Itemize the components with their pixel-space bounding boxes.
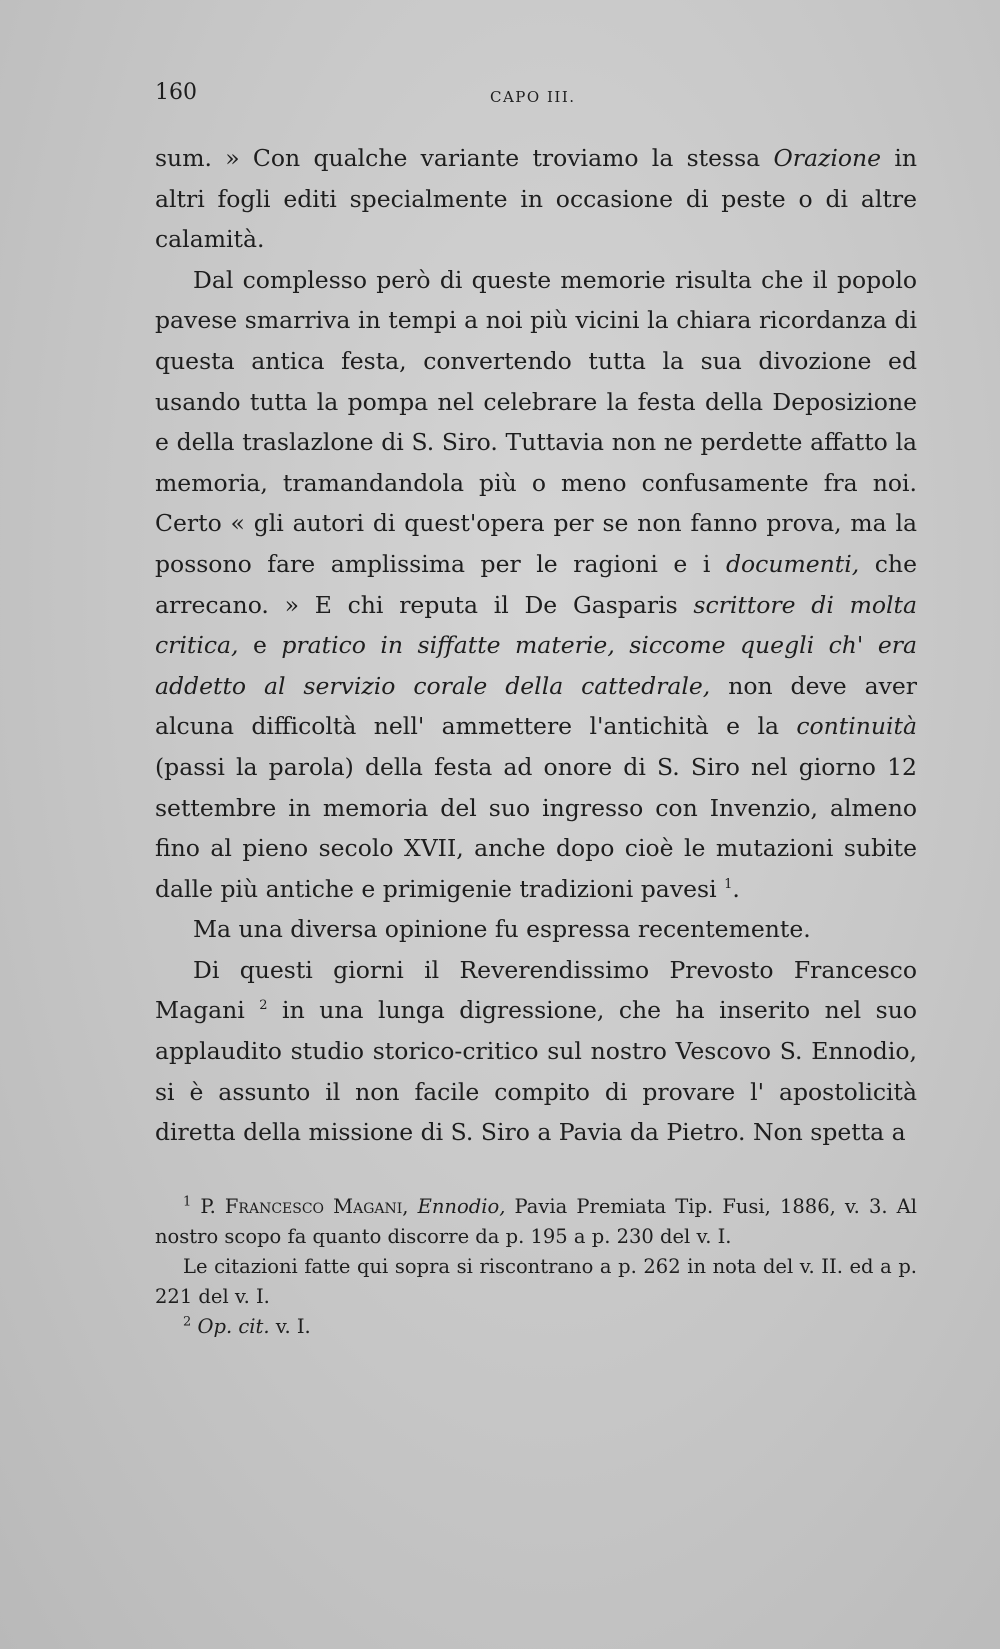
paragraph-3: Ma una diversa opinione fu espressa recentemente.	[193, 915, 811, 944]
footnote-2: $^2$ Op. cit. v. I.	[183, 1314, 311, 1338]
running-head: CAPO III.	[490, 88, 576, 106]
footnote-ref-2: 2	[259, 998, 268, 1014]
footnote-1-continued: Le citazioni fatte qui sopra si riscontrano a p. 262 in nota del v. II. ed a p. 221 del v. I.	[155, 1255, 917, 1308]
footnote-ref-1: 1	[724, 876, 733, 892]
paragraph-1: sum. » Con qualche variante troviamo la stessa Orazione in altri fogli editi specialmente in occasione di peste o di altre calamità.	[155, 144, 917, 254]
page-header	[155, 80, 915, 116]
page-number: 160	[155, 80, 197, 105]
paragraph-4: Di questi giorni il Reverendissimo Prevosto Francesco Magani $^2$ in una lunga digressione, che ha inserito nel suo applaudito studio storico-critico sul nostro Vescovo S. Ennodio, si è assunto il non facile compito di provare l' apostolicità diretta della missione di S. Siro a Pavia da Pietro. Non spetta a	[155, 955, 918, 1147]
footnotes	[155, 1192, 917, 1342]
body-text	[155, 138, 917, 1153]
footnote-1: $^1$ P. Francesco Magani, Ennodio, Pavia Premiata Tip. Fusi, 1886, v. 3. Al nostro scopo fa quanto discorre da p. 195 a p. 230 del v. I.	[155, 1194, 917, 1248]
paragraph-2: Dal complesso però di queste memorie risulta che il popolo pavese smarriva in tempi a noi più vicini la chiara ricordanza di questa antica festa, convertendo tutta la sua divozione ed usando tutta la pompa nel celebrare la festa della Deposizione e della traslazlone di S. Siro. Tuttavia non ne perdette affatto la memoria, tramandandola più o meno confusamente fra noi. Certo « gli autori di quest'opera per se non fanno prova, ma la possono fare amplissima per le ragioni e i documenti, che arrecano. » E chi reputa il De Gasparis scrittore di molta critica, e pratico in siffatte materie, siccome quegli ch' era addetto al servizio corale della cattedrale, non deve aver alcuna difficoltà nell' ammettere l'antichità e la continuità (passi la parola) della festa ad onore di S. Siro nel giorno 12 settembre in memoria del suo ingresso con Invenzio, almeno fino al pieno secolo XVII, anche dopo cioè le mutazioni subite dalle più antiche e primigenie tradizioni pavesi $^1$.	[155, 265, 917, 903]
